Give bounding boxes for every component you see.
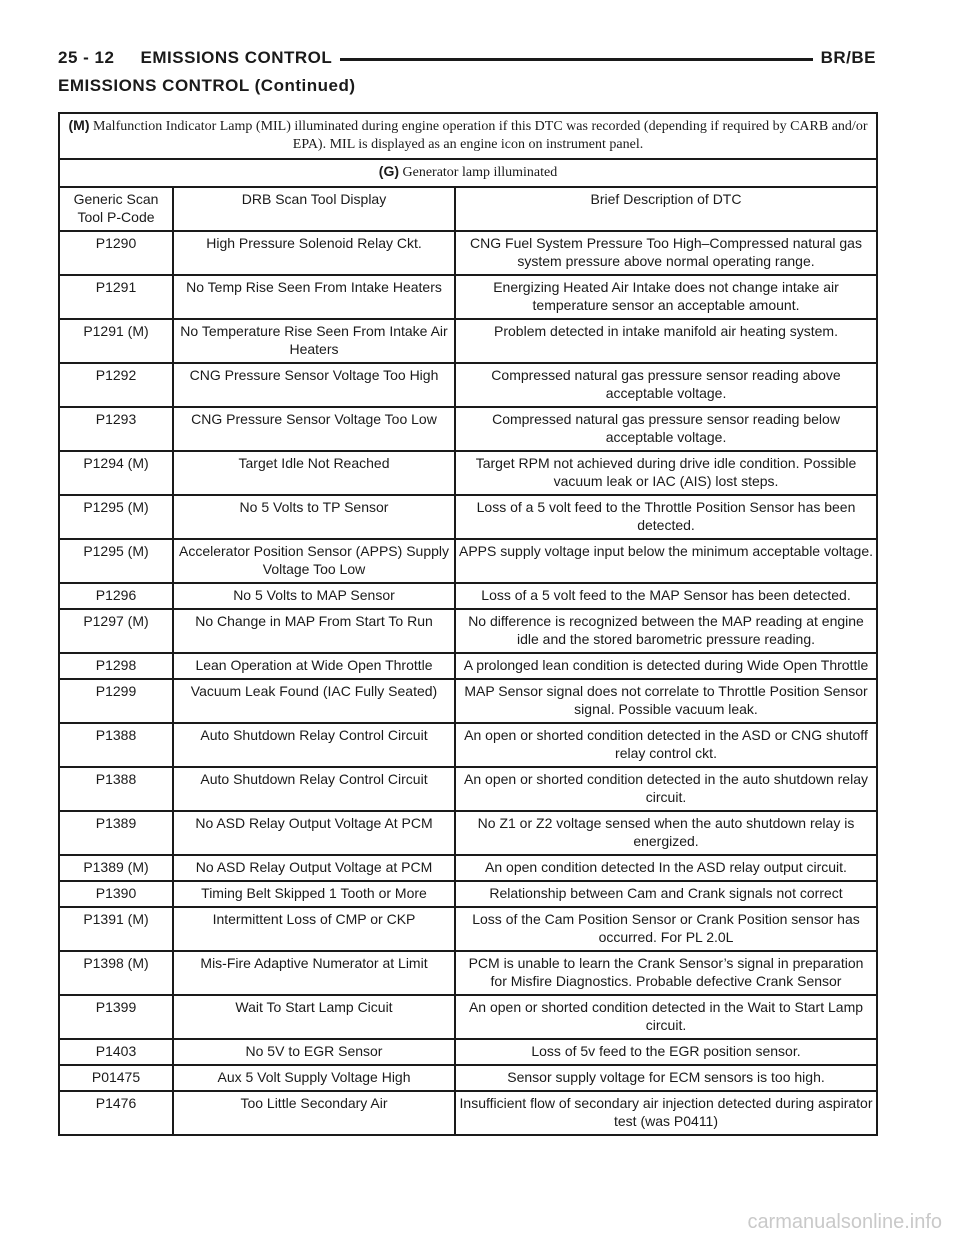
header-model-code: BR/BE	[813, 48, 876, 68]
table-row	[59, 363, 877, 407]
mil-marker: (M)	[68, 117, 90, 133]
cell-drb-display: Aux 5 Volt Supply Voltage High	[173, 1065, 455, 1091]
cell-description: A prolonged lean condition is detected during Wide Open Throttle	[455, 653, 877, 679]
col-header-desc: Brief Description of DTC	[455, 187, 877, 231]
cell-pcode: P1388	[59, 767, 173, 811]
table-row	[59, 275, 877, 319]
cell-description: Loss of a 5 volt feed to the MAP Sensor has been detected.	[455, 583, 877, 609]
cell-drb-display: Target Idle Not Reached	[173, 451, 455, 495]
cell-drb-display: Timing Belt Skipped 1 Tooth or More	[173, 881, 455, 907]
table-row	[59, 951, 877, 995]
table-row	[59, 653, 877, 679]
cell-description: Problem detected in intake manifold air heating system.	[455, 319, 877, 363]
cell-pcode: P1476	[59, 1091, 173, 1135]
cell-description: PCM is unable to learn the Crank Sensor’s signal in preparation for Misfire Diagnostics. Probable defective Crank Sensor	[455, 951, 877, 995]
cell-pcode: P1296	[59, 583, 173, 609]
cell-drb-display: Too Little Secondary Air	[173, 1091, 455, 1135]
cell-pcode: P1389 (M)	[59, 855, 173, 881]
cell-pcode: P1293	[59, 407, 173, 451]
col-header-drb: DRB Scan Tool Display	[173, 187, 455, 231]
cell-description: Compressed natural gas pressure sensor reading below acceptable voltage.	[455, 407, 877, 451]
cell-pcode: P1403	[59, 1039, 173, 1065]
cell-drb-display: No ASD Relay Output Voltage at PCM	[173, 855, 455, 881]
table-row	[59, 539, 877, 583]
cell-description: An open or shorted condition detected in the auto shutdown relay circuit.	[455, 767, 877, 811]
cell-drb-display: Intermittent Loss of CMP or CKP	[173, 907, 455, 951]
table-row	[59, 583, 877, 609]
cell-drb-display: No Change in MAP From Start To Run	[173, 609, 455, 653]
cell-pcode: P1389	[59, 811, 173, 855]
mil-note	[59, 113, 877, 159]
header-row	[59, 187, 877, 231]
cell-drb-display: Auto Shutdown Relay Control Circuit	[173, 723, 455, 767]
cell-pcode: P1298	[59, 653, 173, 679]
cell-description: Insufficient flow of secondary air injection detected during aspirator test (was P0411)	[455, 1091, 877, 1135]
cell-pcode: P1297 (M)	[59, 609, 173, 653]
cell-drb-display: Mis-Fire Adaptive Numerator at Limit	[173, 951, 455, 995]
cell-drb-display: Lean Operation at Wide Open Throttle	[173, 653, 455, 679]
dtc-table	[58, 112, 878, 1136]
cell-drb-display: Vacuum Leak Found (IAC Fully Seated)	[173, 679, 455, 723]
cell-drb-display: No 5 Volts to MAP Sensor	[173, 583, 455, 609]
cell-pcode: P1299	[59, 679, 173, 723]
header-section-title: 25 - 12 EMISSIONS CONTROL	[58, 48, 340, 68]
cell-pcode: P1391 (M)	[59, 907, 173, 951]
cell-drb-display: Accelerator Position Sensor (APPS) Supply Voltage Too Low	[173, 539, 455, 583]
cell-pcode: P1295 (M)	[59, 539, 173, 583]
table-row	[59, 609, 877, 653]
table-row	[59, 319, 877, 363]
cell-description: No difference is recognized between the MAP reading at engine idle and the stored barometric pressure reading.	[455, 609, 877, 653]
cell-drb-display: No 5V to EGR Sensor	[173, 1039, 455, 1065]
cell-description: Energizing Heated Air Intake does not change intake air temperature sensor an acceptable amount.	[455, 275, 877, 319]
table-row	[59, 767, 877, 811]
note-row-g	[59, 159, 877, 187]
cell-description: Loss of the Cam Position Sensor or Crank Position sensor has occurred. For PL 2.0L	[455, 907, 877, 951]
cell-description: Compressed natural gas pressure sensor reading above acceptable voltage.	[455, 363, 877, 407]
col-header-pcode: Generic Scan Tool P-Code	[59, 187, 173, 231]
cell-description: MAP Sensor signal does not correlate to Throttle Position Sensor signal. Possible vacuum leak.	[455, 679, 877, 723]
cell-pcode: P1398 (M)	[59, 951, 173, 995]
generator-marker: (G)	[378, 163, 399, 179]
table-row	[59, 1039, 877, 1065]
cell-pcode: P1390	[59, 881, 173, 907]
cell-pcode: P1290	[59, 231, 173, 275]
table-row	[59, 881, 877, 907]
cell-pcode: P01475	[59, 1065, 173, 1091]
mil-note-text: Malfunction Indicator Lamp (MIL) illuminated during engine operation if this DTC was recorded (depending if required by CARB and/or EPA). MIL is displayed as an engine icon on instrument panel.	[93, 119, 868, 152]
table-row	[59, 811, 877, 855]
table-row	[59, 855, 877, 881]
cell-pcode: P1295 (M)	[59, 495, 173, 539]
cell-drb-display: CNG Pressure Sensor Voltage Too High	[173, 363, 455, 407]
generator-note	[59, 159, 877, 187]
cell-pcode: P1291 (M)	[59, 319, 173, 363]
cell-description: Loss of a 5 volt feed to the Throttle Position Sensor has been detected.	[455, 495, 877, 539]
generator-note-text: Generator lamp illuminated	[402, 165, 558, 180]
cell-drb-display: High Pressure Solenoid Relay Ckt.	[173, 231, 455, 275]
table-row	[59, 907, 877, 951]
cell-description: An open condition detected In the ASD relay output circuit.	[455, 855, 877, 881]
cell-pcode: P1294 (M)	[59, 451, 173, 495]
table-row	[59, 679, 877, 723]
cell-description: Relationship between Cam and Crank signals not correct	[455, 881, 877, 907]
table-row	[59, 495, 877, 539]
table-row	[59, 723, 877, 767]
cell-description: APPS supply voltage input below the minimum acceptable voltage.	[455, 539, 877, 583]
note-row-m	[59, 113, 877, 159]
cell-drb-display: No ASD Relay Output Voltage At PCM	[173, 811, 455, 855]
table-row	[59, 1065, 877, 1091]
table-row	[59, 1091, 877, 1135]
cell-drb-display: No Temp Rise Seen From Intake Heaters	[173, 275, 455, 319]
cell-pcode: P1292	[59, 363, 173, 407]
table-row	[59, 995, 877, 1039]
cell-drb-display: No 5 Volts to TP Sensor	[173, 495, 455, 539]
table-row	[59, 231, 877, 275]
cell-description: An open or shorted condition detected in the ASD or CNG shutoff relay control ckt.	[455, 723, 877, 767]
cell-description: Loss of 5v feed to the EGR position sensor.	[455, 1039, 877, 1065]
cell-drb-display: Wait To Start Lamp Cicuit	[173, 995, 455, 1039]
cell-description: CNG Fuel System Pressure Too High–Compressed natural gas system pressure above normal operating range.	[455, 231, 877, 275]
cell-description: Sensor supply voltage for ECM sensors is too high.	[455, 1065, 877, 1091]
cell-drb-display: No Temperature Rise Seen From Intake Air Heaters	[173, 319, 455, 363]
table-row	[59, 407, 877, 451]
watermark: carmanualsonline.info	[747, 1211, 942, 1233]
cell-pcode: P1291	[59, 275, 173, 319]
page-header	[58, 44, 876, 74]
cell-description: No Z1 or Z2 voltage sensed when the auto shutdown relay is energized.	[455, 811, 877, 855]
cell-drb-display: Auto Shutdown Relay Control Circuit	[173, 767, 455, 811]
cell-drb-display: CNG Pressure Sensor Voltage Too Low	[173, 407, 455, 451]
cell-pcode: P1388	[59, 723, 173, 767]
cell-pcode: P1399	[59, 995, 173, 1039]
cell-description: Target RPM not achieved during drive idle condition. Possible vacuum leak or IAC (AIS) lost steps.	[455, 451, 877, 495]
cell-description: An open or shorted condition detected in the Wait to Start Lamp circuit.	[455, 995, 877, 1039]
page-subtitle: EMISSIONS CONTROL (Continued)	[58, 76, 356, 95]
table-row	[59, 451, 877, 495]
